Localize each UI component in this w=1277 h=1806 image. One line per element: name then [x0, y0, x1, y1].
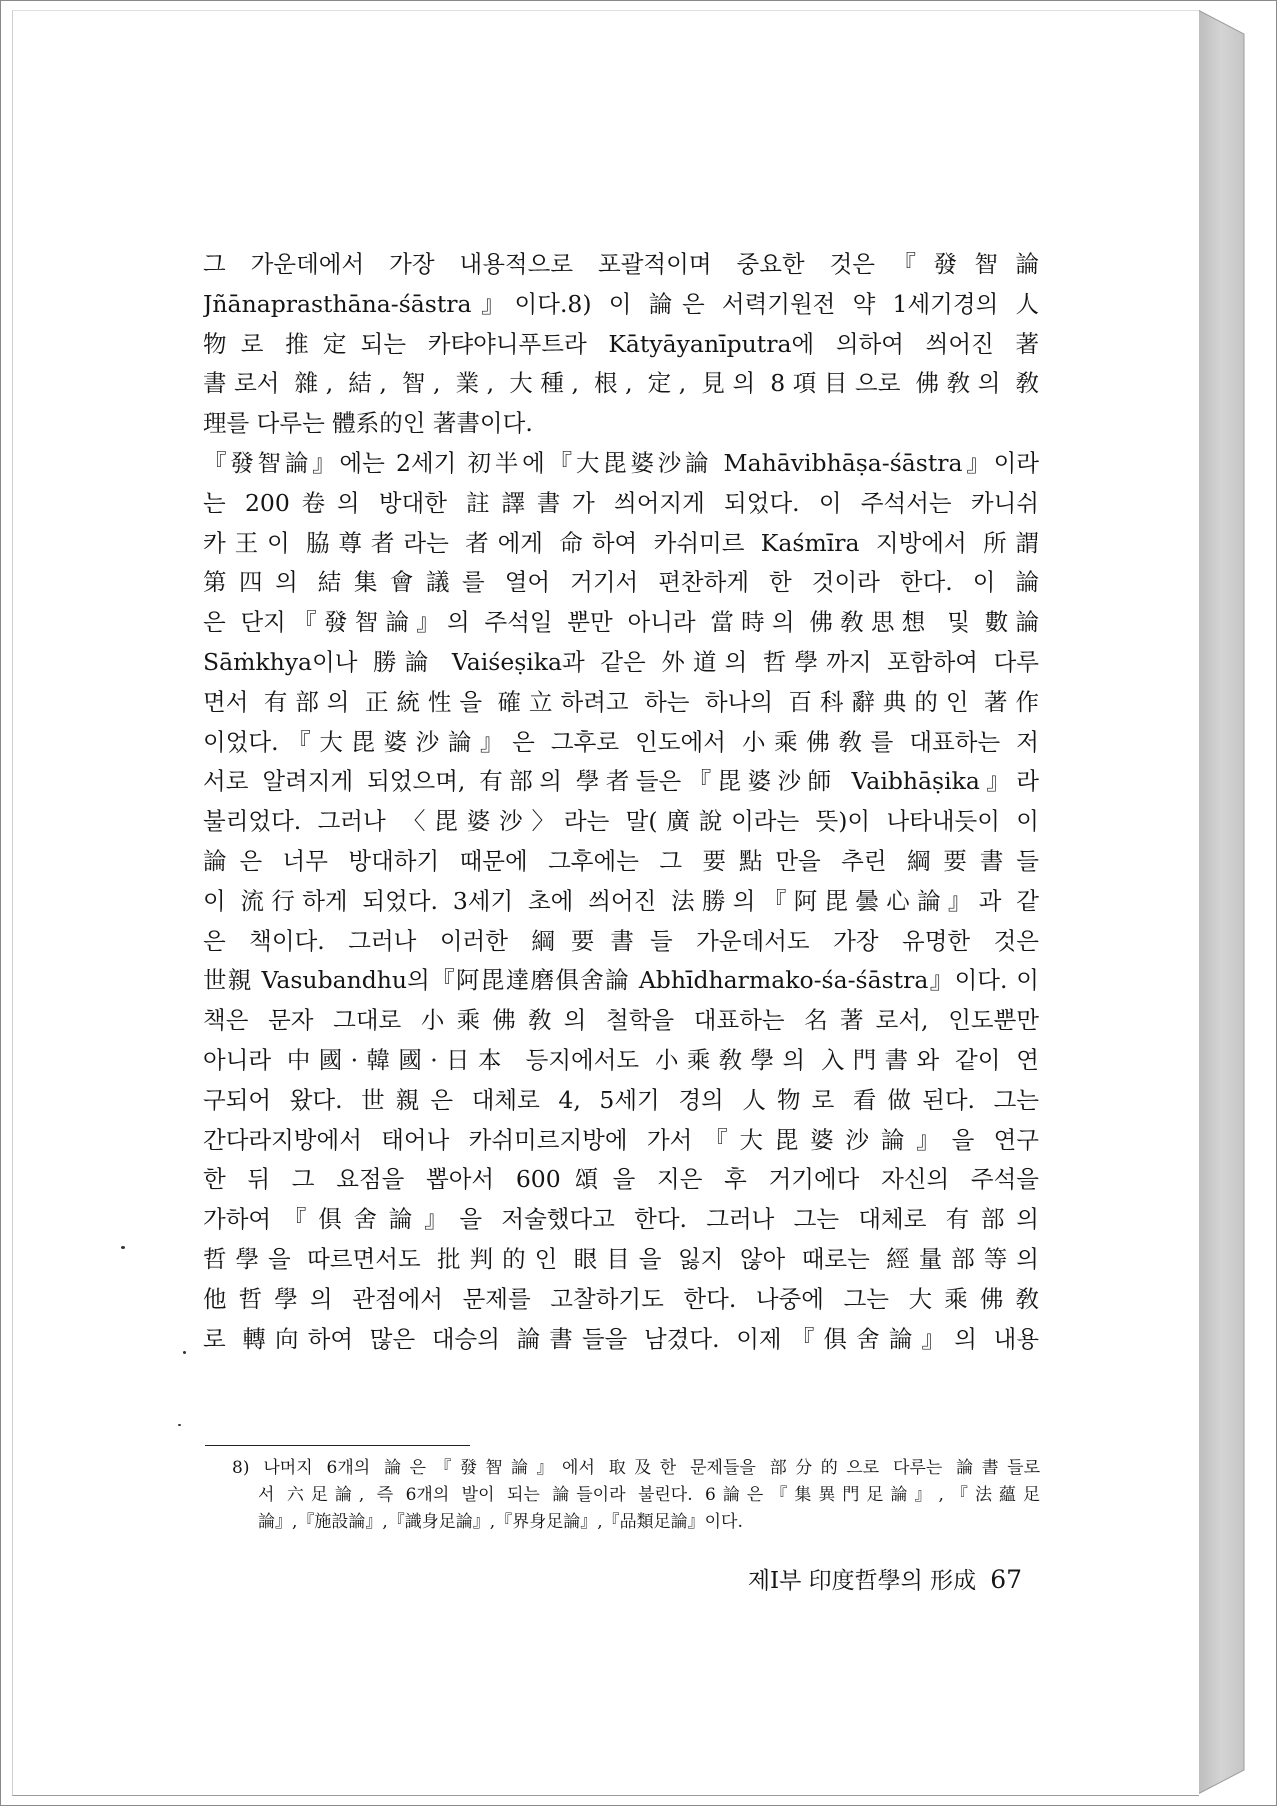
book-edge	[1198, 10, 1256, 1794]
footnote-line: 서 六足論, 즉 6개의 발이 되는 論들이라 불린다. 6論은『集異門足論』,『法蘊足	[258, 1485, 1040, 1505]
text-line: 불리었다. 그러나 〈毘婆沙〉라는 말(廣說이라는 뜻)이 나타내듯이 이	[203, 807, 1039, 836]
scan-speck	[121, 1246, 125, 1249]
page-number: 67	[990, 1565, 1022, 1594]
text-line: 은 책이다. 그러나 이러한 綱要書들 가운데서도 가장 유명한 것은	[203, 926, 1039, 955]
text-line: 理를 다루는 體系的인 著書이다.	[203, 409, 533, 438]
text-line: 로 轉向하여 많은 대승의 論書들을 남겼다. 이제『俱舍論』의 내용	[203, 1324, 1039, 1353]
text-line: 은 단지『發智論』의 주석일 뿐만 아니라 當時의 佛敎思想 및 數論	[203, 608, 1039, 637]
text-line: 책은 문자 그대로 小乘佛敎의 철학을 대표하는 名著로서, 인도뿐만	[203, 1006, 1039, 1035]
text-line: 면서 有部의 正統性을 確立하려고 하는 하나의 百科辭典的인 著作	[203, 687, 1039, 716]
text-line: 이었다.『大毘婆沙論』은 그후로 인도에서 小乘佛敎를 대표하는 저	[203, 727, 1039, 756]
text-line: 他哲學의 관점에서 문제를 고찰하기도 한다. 나중에 그는 大乘佛敎	[203, 1284, 1039, 1313]
text-line: 書로서 雜, 結, 智, 業, 大種, 根, 定, 見의 8項目으로 佛敎의 敎	[203, 369, 1039, 398]
text-line: 아니라 中國·韓國·日本 등지에서도 小乘敎學의 入門書와 같이 연	[203, 1045, 1039, 1074]
text-line: 카王이 脇尊者라는 者에게 命하여 카쉬미르 Kaśmīra 지방에서 所謂	[203, 528, 1039, 557]
text-line: 世親 Vasubandhu의『阿毘達磨俱舍論 Abhīdharmako-śa-śāstra』이다. 이	[203, 966, 1039, 995]
text-line: Sāṁkhya이나 勝論 Vaiśeṣika과 같은 外道의 哲學까지 포함하여 다루	[203, 647, 1039, 676]
text-line: 는 200卷의 방대한 註譯書가 씌어지게 되었다. 이 주석서는 카니쉬	[203, 488, 1039, 517]
text-line: 『發智論』에는 2세기 初半에『大毘婆沙論 Mahāvibhāṣa-śāstra』이라	[203, 448, 1039, 477]
text-line: 그 가운데에서 가장 내용적으로 포괄적이며 중요한 것은『發智論	[203, 250, 1039, 278]
footnote	[232, 1455, 1040, 1536]
text-line: 한 뒤 그 요점을 뽑아서 600頌을 지은 후 거기에다 자신의 주석을	[203, 1165, 1039, 1194]
footnote-line: 論』,『施設論』,『識身足論』,『界身足論』,『品類足論』이다.	[258, 1512, 743, 1532]
scan-speck	[178, 1424, 181, 1426]
text-line: 論은 너무 방대하기 때문에 그후에는 그 要點만을 추린 綱要書들	[203, 846, 1039, 875]
text-line: 이 流行하게 되었다. 3세기 초에 씌어진 法勝의『阿毘曇心論』과 같	[203, 886, 1039, 915]
text-line: 간다라지방에서 태어나 카쉬미르지방에 가서『大毘婆沙論』을 연구	[203, 1125, 1039, 1154]
text-line: 가하여『俱舍論』을 저술했다고 한다. 그러나 그는 대체로 有部의	[203, 1205, 1039, 1234]
page-footer	[702, 1562, 1022, 1595]
text-line: 物로 推定되는 카탸야니푸트라 Kātyāyanīputra에 의하여 씌어진 著	[203, 329, 1039, 358]
scan-speck	[183, 1351, 186, 1354]
running-head: 제Ⅰ부 印度哲學의 形成	[747, 1568, 977, 1594]
text-line: Jñānaprasthāna-śāstra』이다.8) 이 論은 서력기원전 약 1세기경의 人	[203, 289, 1039, 318]
footnote-line: 8) 나머지 6개의 論은『發智論』에서 取及한 문제들을 部分的으로 다루는 論書들로	[232, 1458, 1040, 1478]
text-line: 서로 알려지게 되었으며, 有部의 學者들은『毘婆沙師 Vaibhāṣika』라	[203, 767, 1039, 796]
footnote-divider	[205, 1445, 470, 1446]
text-line: 哲學을 따르면서도 批判的인 眼目을 잃지 않아 때로는 經量部等의	[203, 1244, 1039, 1273]
body-text	[203, 245, 1039, 1359]
text-line: 第四의 結集會議를 열어 거기서 편찬하게 한 것이라 한다. 이 論	[203, 568, 1039, 597]
text-line: 구되어 왔다. 世親은 대체로 4, 5세기 경의 人物로 看做된다. 그는	[203, 1085, 1039, 1114]
